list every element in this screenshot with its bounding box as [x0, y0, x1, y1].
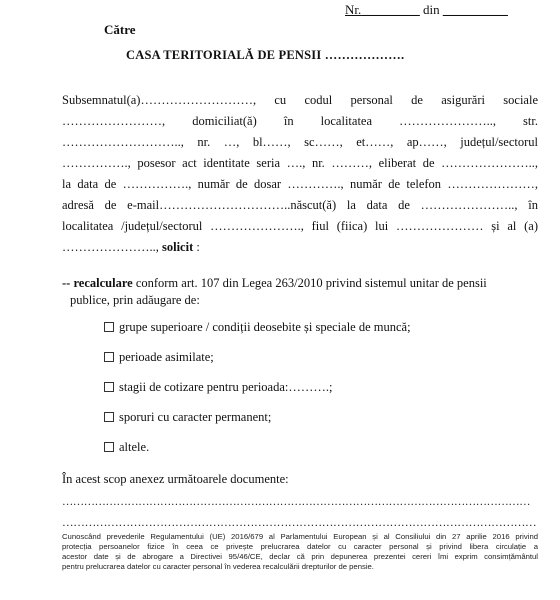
body-line: la data de ……………., număr de dosar …………., număr de telefon …………………,	[62, 177, 538, 191]
body-line: ……………………….., nr. …, bl……, sc……, et……, ap……, județul/sectorul	[62, 135, 538, 149]
option-item[interactable]	[104, 380, 332, 395]
body-line: ……………………, domiciliat(ă) în localitatea ………………….., str.	[62, 114, 538, 128]
option-label: grupe superioare / condiții deosebite și speciale de muncă;	[119, 320, 411, 334]
option-item[interactable]	[104, 440, 149, 455]
checkbox-icon[interactable]	[104, 382, 114, 392]
checkbox-icon[interactable]	[104, 352, 114, 362]
gdpr-line: pentru prelucrarea datelor cu caracter personal în vederea recalculării drepturilor de pensie.	[62, 562, 374, 571]
request-paragraph	[62, 275, 532, 309]
body-line: localitatea /județul/sectorul …………………., fiul (fiica) lui ………………… și al (a)	[62, 219, 538, 233]
checkbox-icon[interactable]	[104, 442, 114, 452]
option-label: perioade asimilate;	[119, 350, 214, 364]
option-label: altele.	[119, 440, 150, 454]
din-blank[interactable]: __________	[442, 2, 508, 17]
option-item[interactable]	[104, 320, 411, 335]
option-label: stagii de cotizare pentru perioada:……….;	[119, 380, 333, 394]
registration-number-line	[345, 2, 508, 18]
nr-label: Nr.	[345, 2, 362, 17]
gdpr-consent-note	[62, 532, 538, 572]
checkbox-icon[interactable]	[104, 322, 114, 332]
gdpr-line: acestor date și de abrogare a Directivei 95/46/CE, declar că prin depunerea prezentei cereri îmi exprim consimțământul	[62, 552, 538, 561]
annex-document-line[interactable]: …………………………………………………………………………………………………………………	[62, 496, 531, 508]
annex-heading: În acest scop anexez următoarele documente:	[62, 472, 289, 486]
request-text: conform art. 107 din Legea 263/2010 privind sistemul unitar de pensii	[132, 276, 487, 290]
option-label: sporuri cu caracter permanent;	[119, 410, 272, 424]
din-label: din	[423, 2, 440, 17]
addressee: Către	[104, 22, 136, 37]
solicit-suffix: :	[193, 240, 200, 254]
gdpr-line: Cunoscând prevederile Regulamentului (UE) 2016/679 al Parlamentului European și al Consiliului din 27 aprilie 2016 privind	[62, 532, 538, 541]
annex-document-line[interactable]: ………………………………………………………………………………………………………………	[62, 516, 537, 529]
recalculation-label: -- recalculare	[62, 276, 133, 290]
option-item[interactable]	[104, 350, 214, 365]
body-line: adresă de e-mail…………………………..născut(ă) la data de ………………….., în	[62, 198, 538, 212]
document-title: CASA TERITORIALĂ DE PENSII ……………….	[126, 48, 405, 62]
applicant-details-paragraph	[62, 90, 538, 258]
solicit-word: solicit	[162, 240, 194, 254]
solicit-line	[62, 237, 538, 258]
gdpr-line: protecția persoanelor fizice în ceea ce privește prelucrarea datelor cu caracter personal și privind libera circulație a	[62, 542, 538, 551]
body-line: Subsemnatul(a)………………………, cu codul personal de asigurări sociale	[62, 93, 538, 107]
option-item[interactable]	[104, 410, 271, 425]
nr-blank[interactable]: _________	[361, 2, 420, 17]
checkbox-icon[interactable]	[104, 412, 114, 422]
body-line: ……………., posesor act identitate seria …., nr. ………, eliberat de …………………..,	[62, 156, 538, 170]
solicit-prefix: …………………..,	[62, 240, 162, 254]
request-text-cont: publice, prin adăugare de:	[70, 293, 200, 307]
